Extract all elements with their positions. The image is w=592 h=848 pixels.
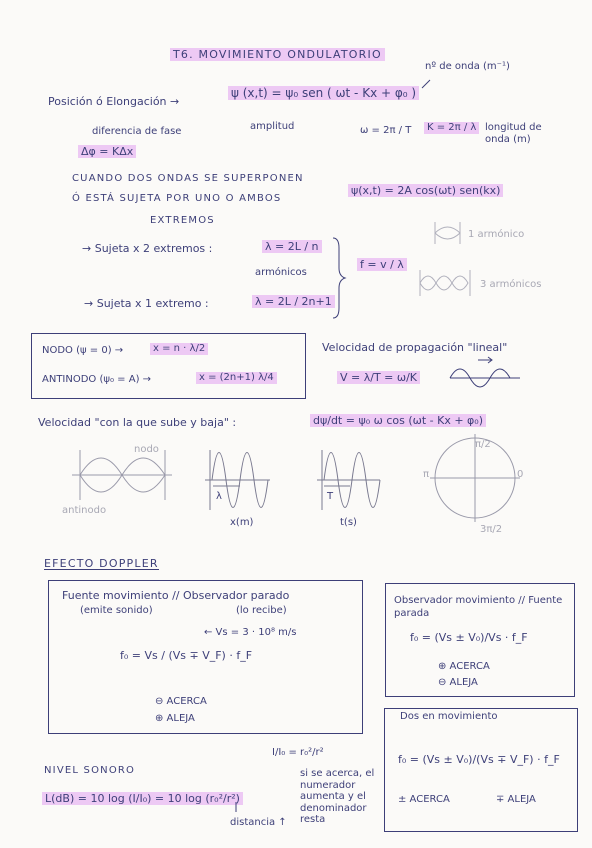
ratio-equation: I/I₀ = r₀²/r²: [272, 747, 324, 758]
t-axis-label: t(s): [340, 517, 357, 528]
box2-title: Observador movimiento // Fuente parada: [394, 595, 563, 619]
dif-fase-equation: Δφ = KΔx: [78, 145, 136, 158]
vel-prop-title: Velocidad de propagación "lineal": [322, 341, 508, 354]
sujeta1-label: → Sujeta x 1 extremo :: [84, 297, 209, 310]
box3-equation: f₀ = (Vs ± V₀)/(Vs ∓ V_F) · f_F: [398, 753, 560, 766]
nivel-title: NIVEL SONORO: [44, 765, 136, 776]
box1-sub1: (emite sonido): [80, 605, 153, 616]
box1-equation: f₀ = Vs / (Vs ∓ V_F) · f_F: [120, 649, 253, 662]
sujeta2-equation: λ = 2L / n: [262, 240, 322, 253]
t-period-label: T: [327, 491, 334, 502]
vel-sube-equation: dψ/dt = ψ₀ ω cos (ωt - Kx + φ₀): [310, 414, 486, 427]
posicion-label: Posición ó Elongación →: [48, 95, 180, 108]
box1-sub2: (lo recibe): [236, 605, 287, 616]
wave-equation: ψ (x,t) = ψ₀ sen ( ωt - Kx + φ₀ ): [228, 86, 419, 100]
armonico3-note: 3 armónicos: [480, 279, 542, 290]
vel-sube-label: Velocidad "con la que sube y baja" :: [38, 416, 237, 429]
sujeta2-label: → Sujeta x 2 extremos :: [82, 242, 213, 255]
box2-acerca: ⊕ ACERCA: [438, 661, 490, 672]
antinodo-label: ANTINODO (ψ₀ = A) →: [42, 374, 152, 385]
antinodo-sketch-label: antinodo: [62, 505, 107, 516]
acerca-note: si se acerca, el numerador aumenta y el denominador resta: [300, 768, 375, 825]
pi-label: π: [423, 469, 430, 480]
k-equation: K = 2π / λ: [424, 122, 479, 134]
superponen-line3: EXTREMOS: [150, 215, 215, 226]
nivel-equation: L(dB) = 10 log (I/I₀) = 10 log (r₀²/r²): [42, 792, 243, 805]
standing-wave-equation: ψ(x,t) = 2A cos(ωt) sen(kx): [348, 184, 503, 197]
three-pi-half-label: 3π/2: [480, 524, 503, 535]
box2-aleja: ⊖ ALEJA: [438, 677, 478, 688]
nodo-label: NODO (ψ = 0) →: [42, 345, 124, 356]
superponen-line1: CUANDO DOS ONDAS SE SUPERPONEN: [72, 173, 304, 184]
armonicos-label: armónicos: [255, 267, 307, 278]
page-title: T6. MOVIMIENTO ONDULATORIO: [170, 48, 385, 61]
box3-acerca: ± ACERCA: [398, 794, 450, 805]
pi-half-label: π/2: [475, 439, 491, 450]
dif-fase-label: diferencia de fase: [92, 126, 182, 137]
lambda-label: λ: [216, 491, 222, 502]
distancia-label: distancia ↑: [230, 817, 287, 828]
sujeta1-equation: λ = 2L / 2n+1: [252, 295, 335, 308]
nodo-equation: x = n · λ/2: [150, 343, 208, 355]
vs-note: ← Vs = 3 · 10⁸ m/s: [204, 627, 297, 638]
frequency-equation: f = v / λ: [357, 258, 407, 271]
armonico1-note: 1 armónico: [468, 229, 525, 240]
box2-equation: f₀ = (Vs ± V₀)/Vs · f_F: [410, 631, 528, 644]
superponen-line2: Ó ESTÁ SUJETA POR UNO O AMBOS: [72, 193, 282, 204]
vel-prop-equation: V = λ/T = ω/K: [337, 371, 420, 384]
omega-equation: ω = 2π / T: [360, 125, 412, 136]
zero-label: 0: [517, 469, 524, 480]
antinodo-equation: x = (2n+1) λ/4: [196, 372, 277, 384]
longitud-label: longitud de onda (m): [485, 122, 542, 145]
nodo-sketch-label: nodo: [134, 444, 159, 455]
amplitud-label: amplitud: [250, 121, 295, 132]
box1-aleja: ⊕ ALEJA: [155, 713, 195, 724]
box3-aleja: ∓ ALEJA: [496, 794, 536, 805]
box1-acerca: ⊖ ACERCA: [155, 696, 207, 707]
n-onda-note: nº de onda (m⁻¹): [425, 61, 510, 72]
doppler-title: EFECTO DOPPLER: [44, 557, 159, 570]
box1-title: Fuente movimiento // Observador parado: [62, 589, 290, 602]
x-axis-label: x(m): [230, 517, 254, 528]
box3-title: Dos en movimiento: [400, 711, 498, 722]
